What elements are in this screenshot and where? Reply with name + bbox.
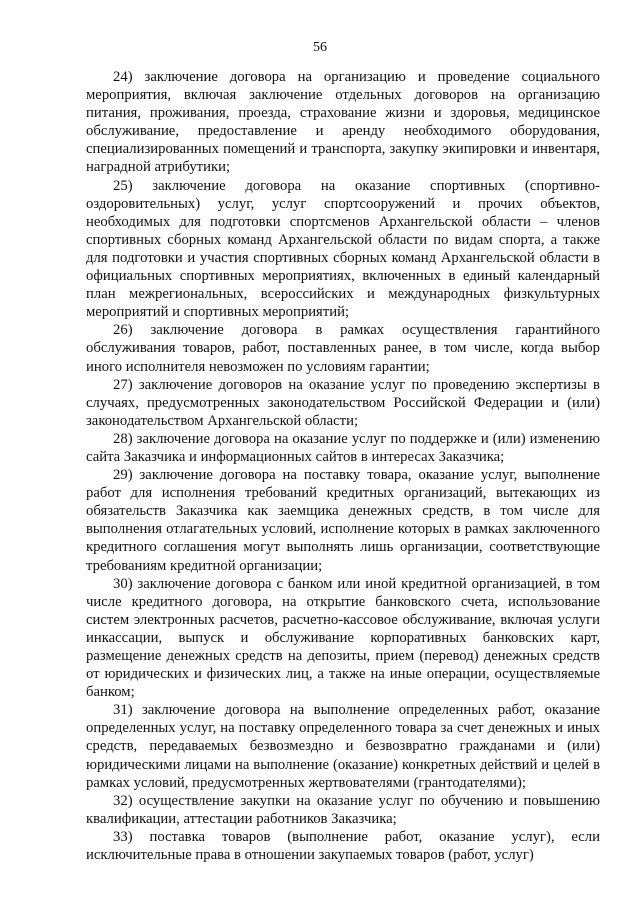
paragraph-29: 29) заключение договора на поставку товара, оказание услуг, выполнение работ для исполнения требований кредитных организаций, вытекающих из обязательств Заказчика как заемщика денежных средств, в том числе для выполнения отлагательных условий, исполнение которых в рамках заключенного кредитного соглашения могут выполнять лишь организации, соответствующие требованиям кредитной организации; — [86, 467, 600, 574]
paragraph-26: 26) заключение договора в рамках осуществления гарантийного обслуживания товаров, работ, поставленных ранее, в том числе, когда выбор иного исполнителя невозможен по условиям гарантии; — [86, 322, 600, 375]
page-number: 56 — [313, 40, 327, 55]
paragraph-33: 33) поставка товаров (выполнение работ, оказание услуг), если исключительные права в отношении закупаемых товаров (работ, услуг) — [86, 828, 600, 864]
paragraph-24: 24) заключение договора на организацию и проведение социального мероприятия, включая заключение отдельных договоров на организацию питания, проживания, проезда, страхование жизни и здоровья, медицинское обслуживание, предоставление и аренду необходимого оборудования, специализированных помещений и транспорта, закупку экипировки и инвентаря, наградной атрибутики; — [86, 69, 600, 176]
paragraph-27: 27) заключение договоров на оказание услуг по проведению экспертизы в случаях, предусмотренных законодательством Российской Федерации и (или) законодательством Архангельской области; — [86, 376, 600, 429]
paragraph-25: 25) заключение договора на оказание спортивных (спортивно-оздоровительных) услуг, услуг спортсооружений и прочих объектов, необходимых для подготовки спортсменов Архангельской области – членов спортивных сборных команд Архангельской области по видам спорта, а также для подготовки и участия спортивных сборных команд Архангельской области в официальных спортивных мероприятиях, включенных в единый календарный план межрегиональных, всероссийских и международных физкультурных мероприятий и спортивных мероприятий; — [86, 177, 600, 321]
paragraph-28: 28) заключение договора на оказание услуг по поддержке и (или) изменению сайта Заказчика и информационных сайтов в интересах Заказчика; — [86, 430, 600, 465]
document-body — [86, 68, 600, 864]
paragraph-30: 30) заключение договора с банком или иной кредитной организацией, в том числе кредитного договора, на открытие банковского счета, использование систем электронных расчетов, расчетно-кассовое обслуживание, включая услуги инкассации, выпуск и обслуживание корпоративных банковских карт, размещение денежных средств на депозиты, прием (перевод) денежных средств от юридических и физических лиц, а также на иные операции, осуществляемые банком; — [86, 575, 600, 701]
paragraph-32: 32) осуществление закупки на оказание услуг по обучению и повышению квалификации, аттестации работников Заказчика; — [86, 792, 600, 827]
paragraph-31: 31) заключение договора на выполнение определенных работ, оказание определенных услуг, на поставку определенного товара за счет денежных и иных средств, передаваемых безвозмездно и безвозвратно гражданами и (или) юридическими лицами на выполнение (оказание) конкретных действий и целей в рамках условий, предусмотренных жертвователями (грантодателями); — [86, 702, 600, 791]
